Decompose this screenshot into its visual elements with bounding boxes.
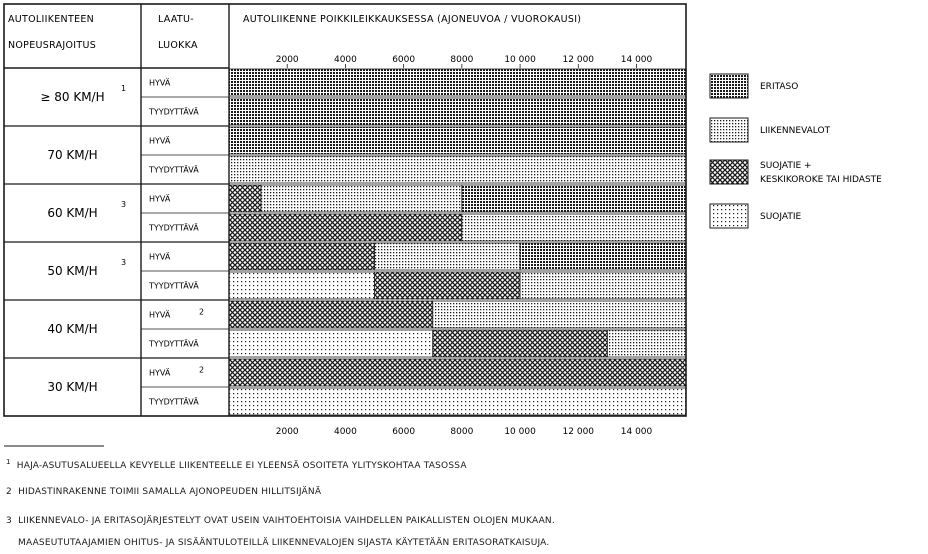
- footnote-3: 3 LIIKENNEVALO- JA ERITASOJÄRJESTELYT OVAT USEIN VAIHTOEHTOISIA VAIHDELLEN PAIKALLISTEN OLOJEN MUKAAN.: [6, 516, 555, 526]
- bar-segment-liikennevalot: [462, 214, 686, 241]
- bar-segment-eritaso: [229, 127, 686, 154]
- bar-segment-suojatie-keskikoroke: [229, 185, 261, 212]
- quality-label: TYYDYTTÄVÄ: [149, 107, 199, 117]
- bar-segment-suojatie-keskikoroke: [229, 301, 433, 328]
- bar-segment-liikennevalot: [375, 243, 521, 270]
- bar-segment-liikennevalot: [229, 156, 686, 183]
- bar-segment-suojatie-keskikoroke: [229, 359, 686, 386]
- quality-column-header-line1: LAATU-: [158, 14, 195, 25]
- legend-label: ERITASO: [760, 82, 799, 92]
- x-tick-label-top: 6000: [392, 55, 416, 65]
- quality-label: TYYDYTTÄVÄ: [149, 165, 199, 175]
- bar-segment-eritaso: [229, 98, 686, 125]
- quality-label: HYVÄ: [149, 252, 171, 262]
- bar-segment-liikennevalot: [261, 185, 462, 212]
- quality-label: HYVÄ: [149, 310, 171, 320]
- volume-column-header: AUTOLIIKENNE POIKKILEIKKAUKSESSA (AJONEUVOA / VUOROKAUSI): [243, 14, 582, 25]
- legend: [710, 74, 882, 228]
- x-tick-label-top: 2000: [275, 55, 299, 65]
- footnote-3-line2: MAASEUTUTAAJAMIEN OHITUS- JA SISÄÄNTULOTEILLÄ LIIKENNEVALOJEN SIJASTA KÄYTETÄÄN ERITASORATKAISUJA.: [18, 538, 550, 548]
- footnote-1: $^1$ HAJA-ASUTUSALUEELLA KEVYELLE LIIKENTEELLE EI YLEENSÄ OSOITETA YLITYSKOHTAA TASOSSA: [6, 458, 467, 471]
- footnote-2: 2 HIDASTINRAKENNE TOIMII SAMALLA AJONOPEUDEN HILLITSIJÄNÄ: [6, 487, 322, 497]
- legend-label: LIIKENNEVALOT: [760, 126, 831, 136]
- x-tick-label-bottom: 10 000: [504, 427, 536, 437]
- legend-label: SUOJATIE +: [760, 161, 812, 171]
- speed-footnote-mark: 3: [121, 258, 127, 267]
- speed-column-header-line2: NOPEUSRAJOITUS: [8, 40, 97, 51]
- quality-label: HYVÄ: [149, 78, 171, 88]
- speed-label: ≥ 80 KM/H: [40, 90, 105, 104]
- quality-label: TYYDYTTÄVÄ: [149, 397, 199, 407]
- x-tick-label-bottom: 4000: [333, 427, 357, 437]
- speed-footnote-mark: 3: [121, 200, 127, 209]
- quality-label: HYVÄ: [149, 136, 171, 146]
- bar-segment-suojatie: [229, 330, 433, 357]
- bar-segment-liikennevalot: [607, 330, 686, 357]
- bar-segment-eritaso: [520, 243, 686, 270]
- quality-label: TYYDYTTÄVÄ: [149, 223, 199, 233]
- legend-label: KESKIKOROKE TAI HIDASTE: [760, 175, 882, 185]
- quality-label: TYYDYTTÄVÄ: [149, 281, 199, 291]
- quality-column-header-line2: LUOKKA: [158, 40, 198, 51]
- x-tick-label-top: 12 000: [562, 55, 595, 65]
- bar-segment-suojatie-keskikoroke: [229, 243, 375, 270]
- x-tick-label-bottom: 8000: [450, 427, 474, 437]
- volume-bars: [229, 69, 686, 415]
- bar-segment-liikennevalot: [433, 301, 686, 328]
- legend-swatch-liikennevalot: [710, 118, 748, 142]
- speed-column-header-line1: AUTOLIIKENTEEN: [8, 14, 95, 25]
- bar-segment-suojatie-keskikoroke: [229, 214, 462, 241]
- bar-segment-suojatie: [229, 388, 686, 415]
- speed-footnote-mark: 1: [121, 84, 127, 93]
- speed-label: 40 KM/H: [47, 322, 98, 336]
- x-tick-label-top: 14 000: [620, 55, 653, 65]
- x-tick-label-bottom: 14 000: [620, 427, 653, 437]
- legend-swatch-suojatie: [710, 204, 748, 228]
- bar-segment-suojatie-keskikoroke: [433, 330, 608, 357]
- quality-footnote-mark: 2: [199, 307, 205, 317]
- bar-segment-eritaso: [229, 69, 686, 96]
- speed-label: 60 KM/H: [47, 206, 98, 220]
- quality-label: HYVÄ: [149, 368, 171, 378]
- legend-label: SUOJATIE: [760, 212, 802, 222]
- quality-label: HYVÄ: [149, 194, 171, 204]
- x-tick-label-top: 10 000: [504, 55, 536, 65]
- speed-label: 70 KM/H: [47, 148, 98, 162]
- bar-segment-suojatie: [229, 272, 375, 299]
- x-tick-label-bottom: 12 000: [562, 427, 595, 437]
- quality-footnote-mark: 2: [199, 365, 205, 375]
- bar-segment-liikennevalot: [520, 272, 686, 299]
- speed-label: 30 KM/H: [47, 380, 98, 394]
- x-tick-label-top: 4000: [333, 55, 357, 65]
- bar-segment-eritaso: [462, 185, 686, 212]
- legend-swatch-eritaso: [710, 74, 748, 98]
- legend-swatch-suojatie-keskikoroke: [710, 160, 748, 184]
- quality-label: TYYDYTTÄVÄ: [149, 339, 199, 349]
- x-tick-label-top: 8000: [450, 55, 474, 65]
- bar-segment-suojatie-keskikoroke: [375, 272, 521, 299]
- x-tick-label-bottom: 2000: [275, 427, 299, 437]
- x-tick-label-bottom: 6000: [392, 427, 416, 437]
- speed-label: 50 KM/H: [47, 264, 98, 278]
